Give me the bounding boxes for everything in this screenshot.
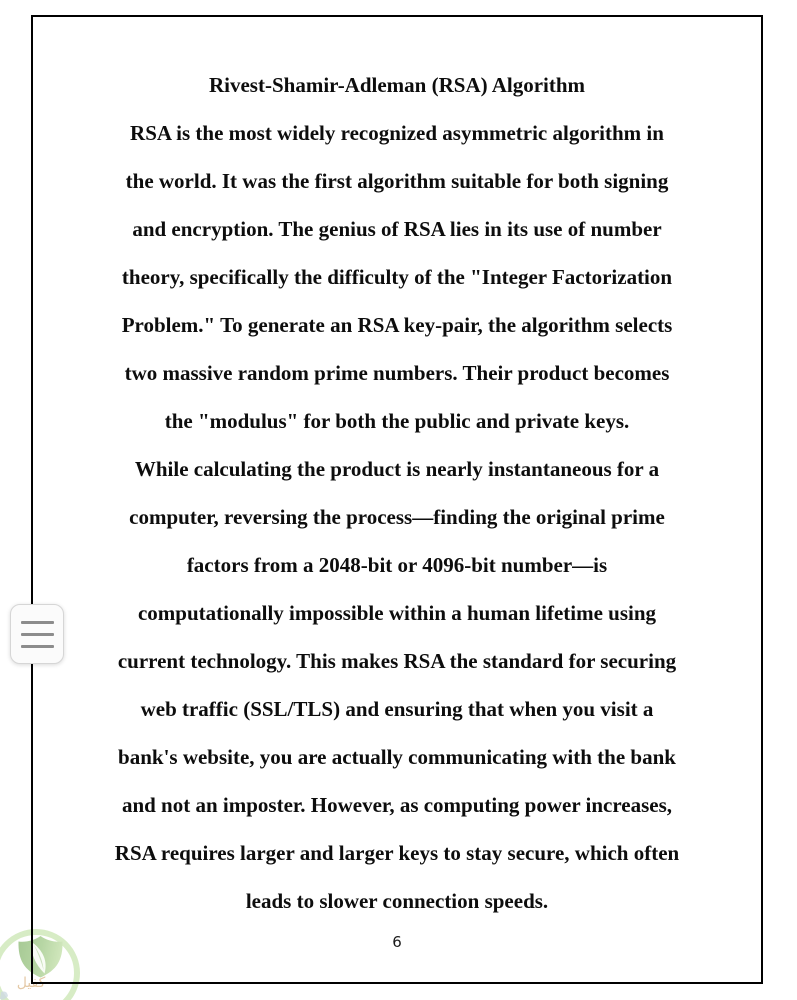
text-line: RSA requires larger and larger keys to stay secure, which often — [114, 841, 680, 865]
text-line: factors from a 2048-bit or 4096-bit number—is — [186, 553, 608, 577]
text-line: RSA is the most widely recognized asymmetric algorithm in — [130, 121, 664, 145]
text-line: current technology. This makes RSA the standard for securing — [117, 649, 677, 673]
text-line: leads to slower connection speeds. — [245, 889, 549, 913]
text-line: two massive random prime numbers. Their product becomes — [124, 361, 670, 385]
menu-button[interactable] — [10, 604, 64, 664]
document-title: Rivest-Shamir-Adleman (RSA) Algorithm — [208, 73, 586, 97]
logo-arabic-text: كفيل — [16, 975, 46, 991]
hamburger-icon — [21, 645, 54, 648]
text-line: web traffic (SSL/TLS) and ensuring that when you visit a — [140, 697, 654, 721]
text-line: theory, specifically the difficulty of the "Integer Factorization — [121, 265, 673, 289]
document-text — [33, 61, 761, 925]
hamburger-icon — [21, 633, 54, 636]
text-line: and encryption. The genius of RSA lies in its use of number — [132, 217, 662, 241]
text-line: the "modulus" for both the public and private keys. — [164, 409, 630, 433]
text-line: the world. It was the first algorithm suitable for both signing — [125, 169, 669, 193]
text-line: computer, reversing the process—finding the original prime — [129, 505, 665, 529]
text-line: Problem." To generate an RSA key-pair, the algorithm selects — [121, 313, 673, 337]
page-number: 6 — [392, 933, 402, 951]
text-line: and not an imposter. However, as computing power increases, — [121, 793, 673, 817]
hamburger-icon — [21, 621, 54, 624]
document-body — [33, 109, 761, 925]
text-line: computationally impossible within a human lifetime using — [137, 601, 657, 625]
text-line: bank's website, you are actually communicating with the bank — [118, 745, 676, 769]
document-page — [31, 15, 763, 984]
text-line: While calculating the product is nearly instantaneous for a — [134, 457, 660, 481]
